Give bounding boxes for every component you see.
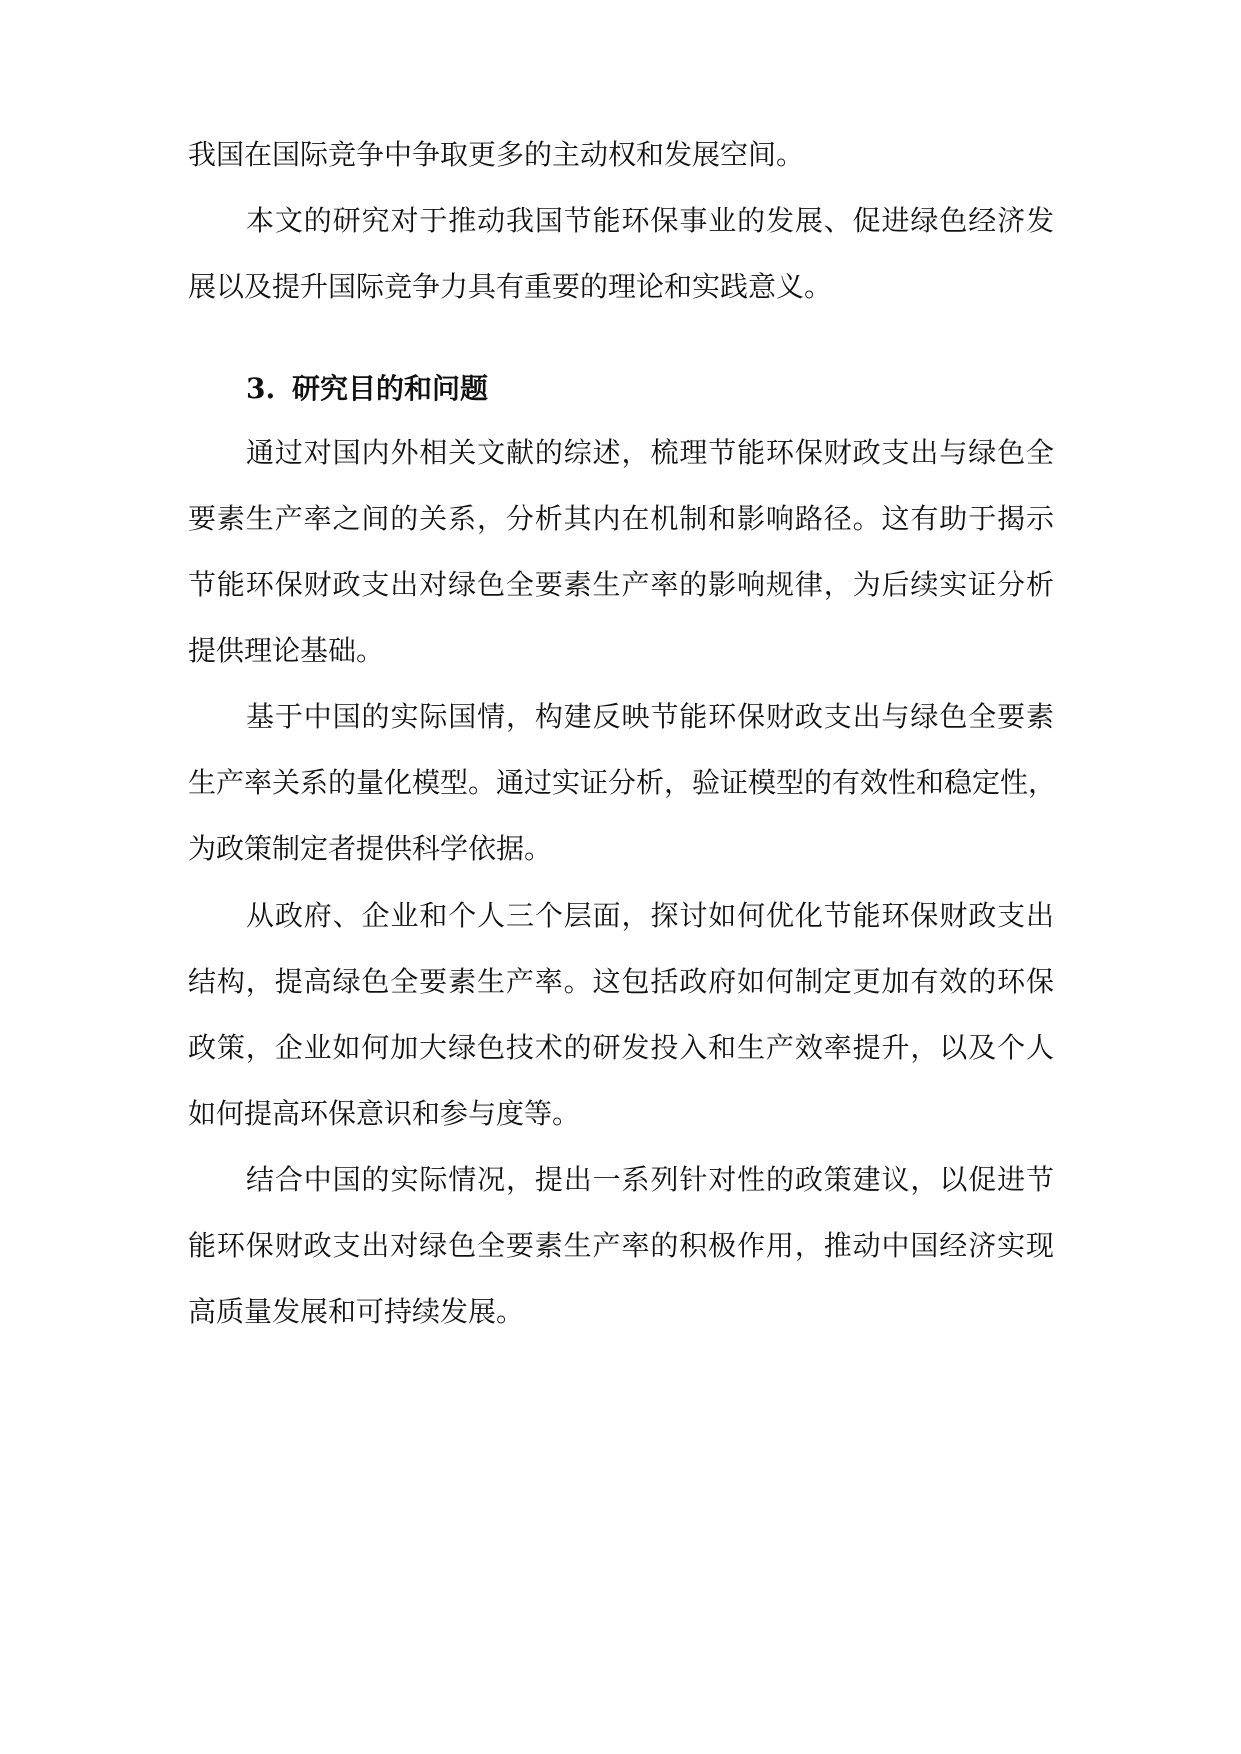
text-line: 结构，提高绿色全要素生产率。这包括政府如何制定更加有效的环保 [188, 965, 1054, 998]
section-number: 3. [246, 372, 276, 405]
text-line: 高质量发展和可持续发展。 [188, 1295, 525, 1328]
text-line: 我国在国际竞争中争取更多的主动权和发展空间。 [188, 138, 805, 171]
text-line: 提供理论基础。 [188, 634, 385, 667]
text-line: 本文的研究对于推动我国节能环保事业的发展、促进绿色经济发 [246, 204, 1054, 237]
text-line: 要素生产率之间的关系，分析其内在机制和影响路径。这有助于揭示 [188, 502, 1054, 535]
text-line: 节能环保财政支出对绿色全要素生产率的影响规律，为后续实证分析 [188, 568, 1054, 601]
text-line: 从政府、企业和个人三个层面，探讨如何优化节能环保财政支出 [246, 899, 1054, 932]
text-line: 通过对国内外相关文献的综述，梳理节能环保财政支出与绿色全 [246, 436, 1054, 469]
section-title: 研究目的和问题 [292, 372, 489, 405]
text-line: 展以及提升国际竞争力具有重要的理论和实践意义。 [188, 270, 833, 303]
text-line: 结合中国的实际情况，提出一系列针对性的政策建议，以促进节 [246, 1163, 1054, 1196]
text-line: 为政策制定者提供科学依据。 [188, 832, 553, 865]
text-line: 能环保财政支出对绿色全要素生产率的积极作用，推动中国经济实现 [188, 1229, 1054, 1262]
text-line: 基于中国的实际国情，构建反映节能环保财政支出与绿色全要素 [246, 700, 1054, 733]
text-line: 如何提高环保意识和参与度等。 [188, 1097, 581, 1130]
section-heading [246, 369, 488, 409]
text-line: 政策，企业如何加大绿色技术的研发投入和生产效率提升，以及个人 [188, 1031, 1054, 1064]
text-line: 生产率关系的量化模型。通过实证分析，验证模型的有效性和稳定性， [188, 766, 1057, 799]
